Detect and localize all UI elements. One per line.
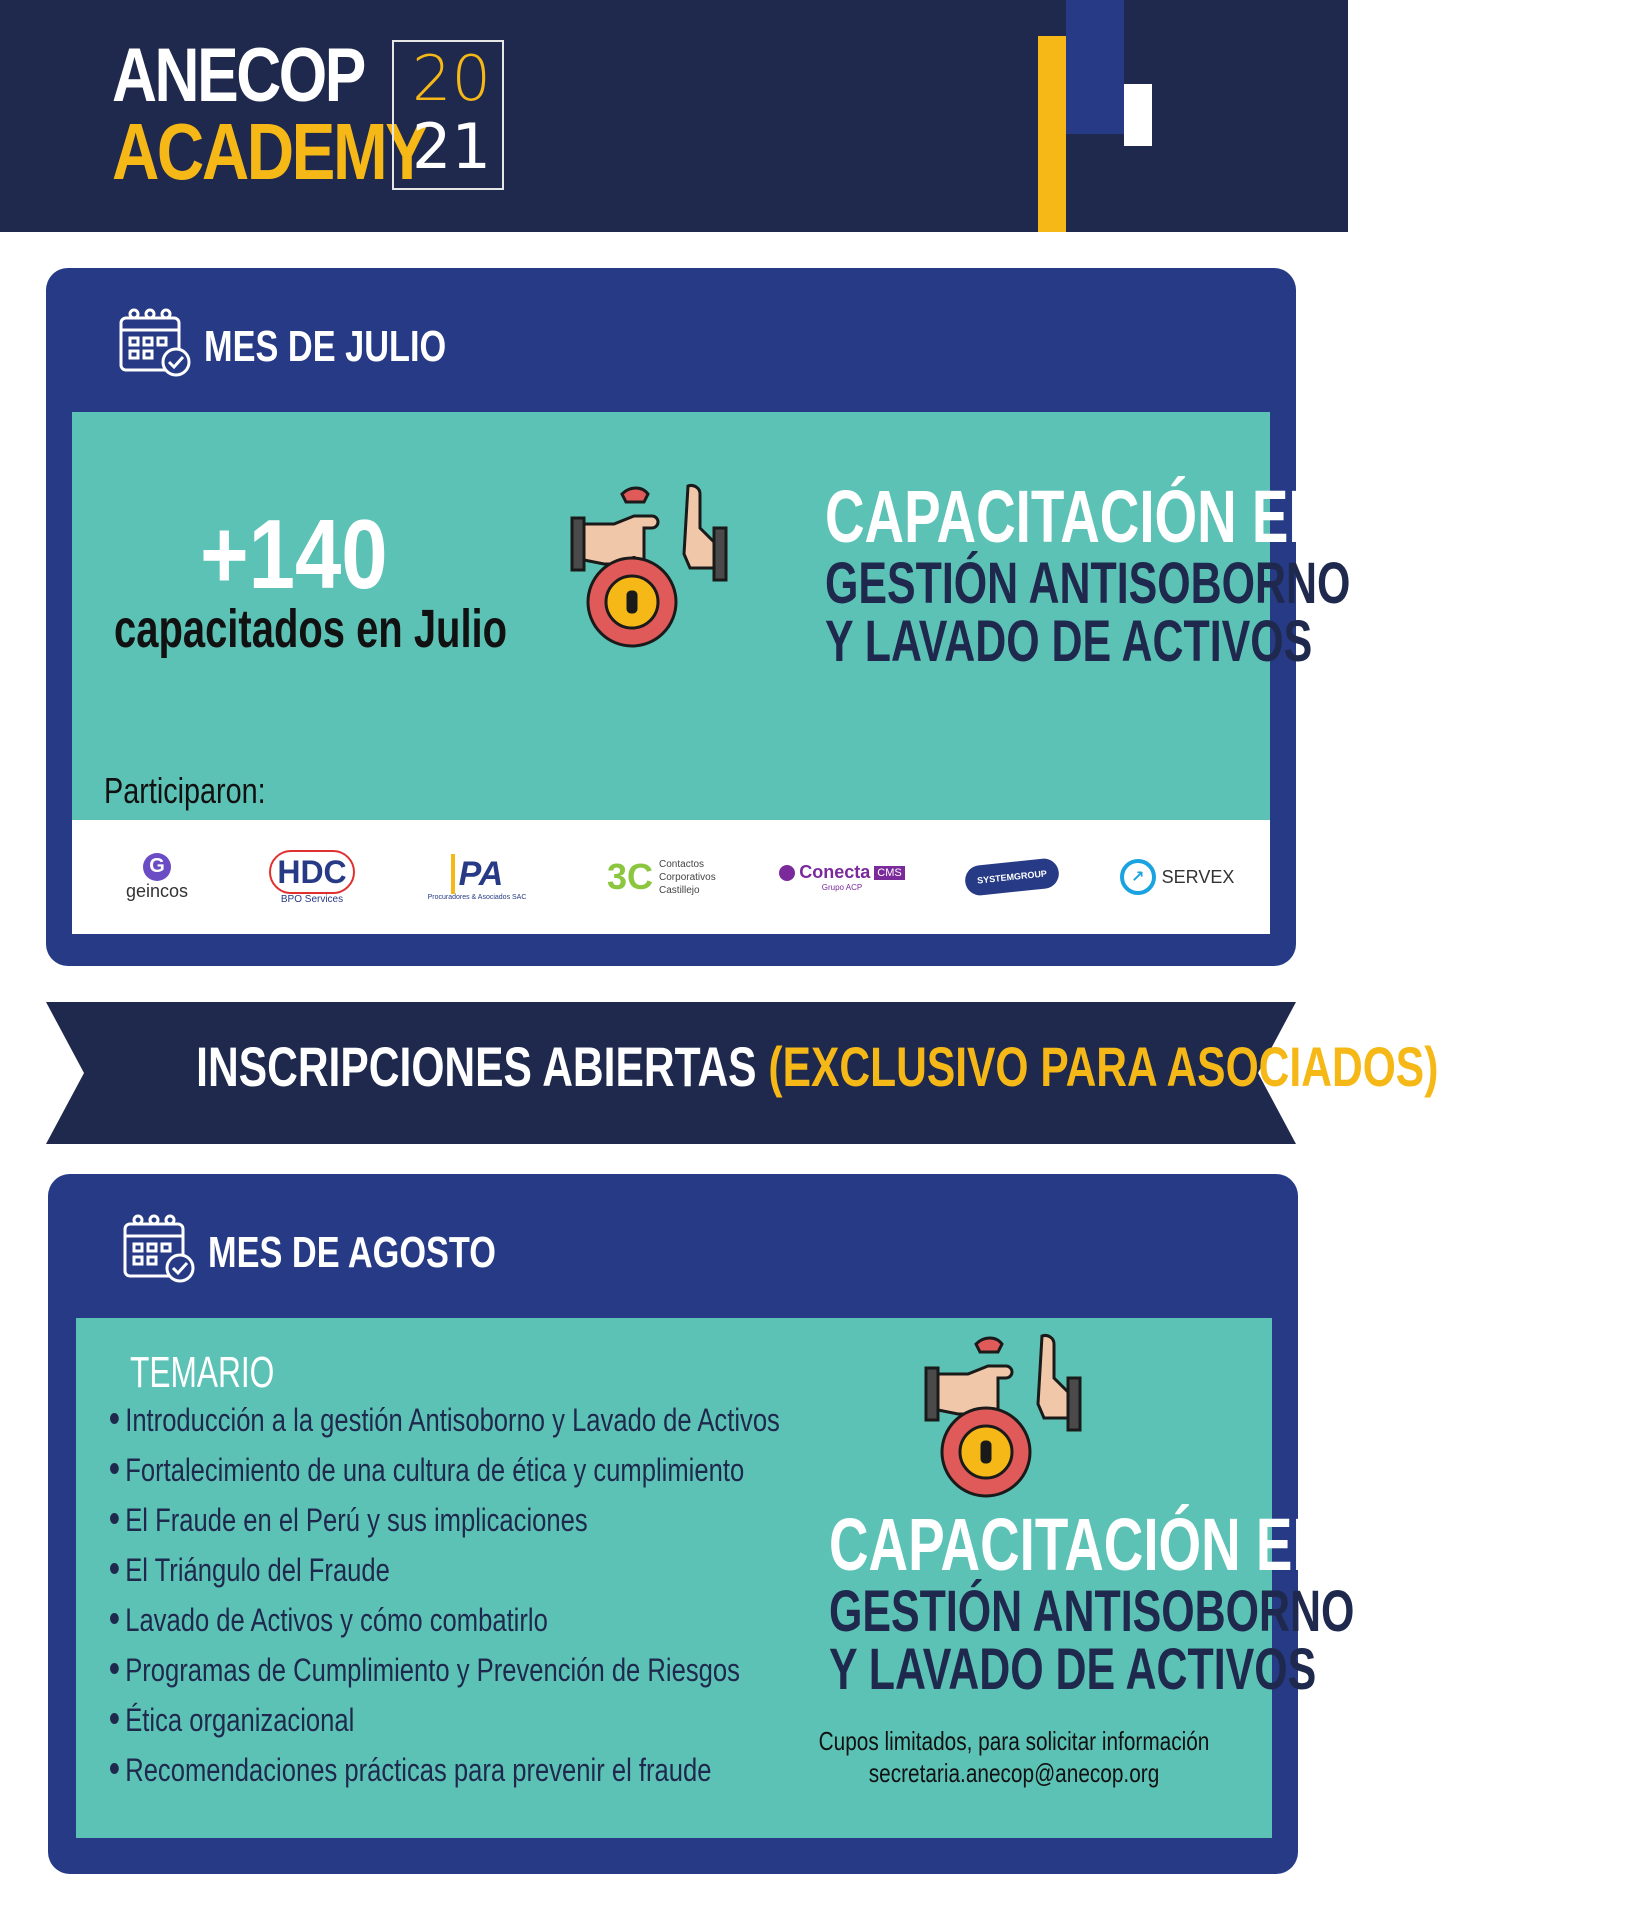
participant-logo-geincos: G geincos — [102, 820, 212, 934]
syllabus-topic: Lavado de Activos y cómo combatirlo — [110, 1602, 548, 1639]
trained-count: +140 — [200, 499, 388, 609]
calendar-check-icon — [122, 1212, 196, 1282]
august-course-line1: CAPACITACIÓN EN — [829, 1503, 1332, 1586]
syllabus-topic: Recomendaciones prácticas para prevenir el fraude — [110, 1752, 711, 1789]
syllabus-topic: El Triángulo del Fraude — [110, 1552, 390, 1589]
brand-name-line2: ACADEMY — [112, 107, 427, 196]
syllabus-topic: Introducción a la gestión Antisoborno y Lavado de Activos — [110, 1402, 780, 1439]
bribery-refusal-icon — [570, 480, 740, 652]
syllabus-topic: El Fraude en el Perú y sus implicaciones — [110, 1502, 588, 1539]
august-title: MES DE AGOSTO — [208, 1228, 496, 1277]
august-course-line2: GESTIÓN ANTISOBORNO — [829, 1579, 1355, 1644]
brand-name-line1: ANECOP — [112, 33, 364, 118]
july-course-line1: CAPACITACIÓN EN — [825, 475, 1328, 558]
participant-logo-conecta: Conecta CMS Grupo ACP — [772, 820, 912, 934]
members-only-text: (EXCLUSIVO PARA ASOCIADOS) — [768, 1035, 1439, 1098]
syllabus-label: TEMARIO — [130, 1348, 275, 1397]
participant-logo-servex: ↗ SERVEX — [1112, 820, 1242, 934]
participants-logos — [72, 820, 1270, 934]
registration-banner-text — [0, 1034, 1439, 1099]
header-banner — [0, 0, 1348, 232]
calendar-check-icon — [118, 306, 192, 376]
participant-logo-pa: PA Procuradores & Asociados SAC — [427, 854, 527, 901]
bribery-refusal-icon — [924, 1330, 1094, 1502]
year-bottom: 21 — [412, 110, 491, 183]
decor-yellow-bar — [1038, 36, 1066, 232]
participant-logo-3c: 3C Contactos Corporativos Castillejo — [606, 856, 716, 897]
year-top: 20 — [412, 42, 491, 115]
participant-logo-hdc: HDC BPO Services — [252, 820, 372, 934]
syllabus-topic: Programas de Cumplimiento y Prevención de Riesgos — [110, 1652, 740, 1689]
registration-open-text: INSCRIPCIONES ABIERTAS — [196, 1035, 769, 1098]
july-course-line3: Y LAVADO DE ACTIVOS — [825, 609, 1313, 674]
limited-seats-note: Cupos limitados, para solicitar información — [818, 1726, 1210, 1756]
syllabus-topic: Ética organizacional — [110, 1702, 354, 1739]
syllabus-topic: Fortalecimiento de una cultura de ética y cumplimiento — [110, 1452, 744, 1489]
participants-label: Participaron: — [104, 770, 266, 811]
trained-count-label: capacitados en Julio — [114, 599, 508, 659]
july-course-line2: GESTIÓN ANTISOBORNO — [825, 551, 1351, 616]
contact-email[interactable]: secretaria.anecop@anecop.org — [868, 1758, 1160, 1788]
year-box — [392, 40, 504, 190]
august-course-line3: Y LAVADO DE ACTIVOS — [829, 1637, 1317, 1702]
decor-blue-block — [1066, 0, 1124, 134]
july-title: MES DE JULIO — [204, 322, 447, 371]
decor-white-block — [1124, 84, 1152, 146]
participant-logo-systemgroup: SYSTEMGROUP — [952, 820, 1072, 934]
